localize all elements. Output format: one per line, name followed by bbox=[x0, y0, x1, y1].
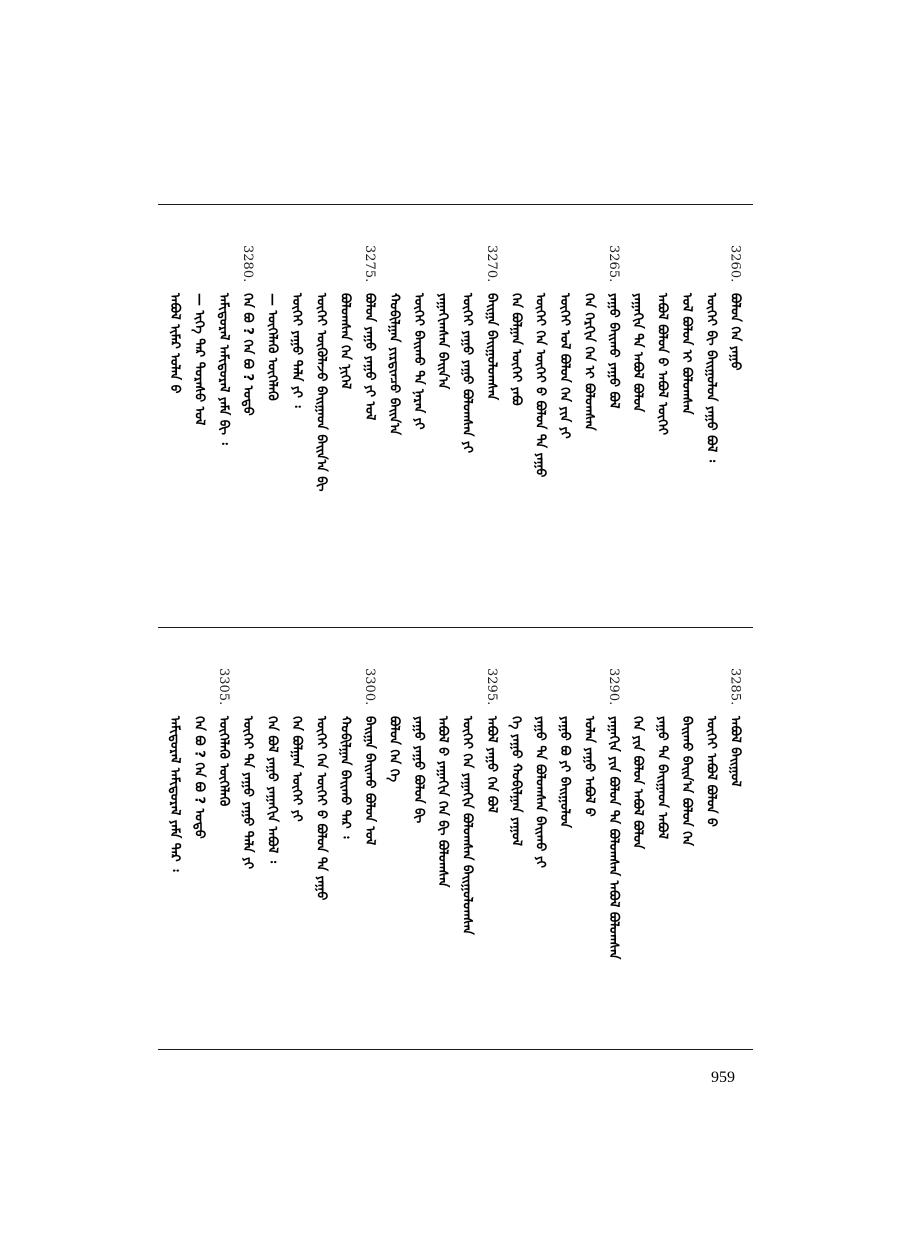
column-text: — ᠢᠬᠡ ᠲᠡᠷ ᠳᠤᠷᠠᠰᠤ ᠤᠯ bbox=[191, 293, 207, 426]
column-text: ᠤᠯᠠᠨ ᠶᠠᠭᠤ ᠠᠪᠤᠯ ᠪ bbox=[581, 716, 597, 817]
text-column bbox=[724, 628, 746, 1048]
text-column bbox=[456, 628, 478, 1048]
column-text: ᠪᠣᠯᠤᠨ ᠬᠡᠨ ᠶᠠᠭᠤ bbox=[727, 293, 743, 371]
column-text: ᠬᠡ ᠶᠠᠭᠤ ᠬᠣᠪᠢᠯᠭᠠᠨ ᠶᠠᠭᠤᠯ bbox=[508, 716, 524, 846]
text-column bbox=[261, 628, 283, 1048]
column-text: ᠦᠭᠡᠢ ᠦᠭᠦᠯᠡᠵᠦ ᠪᠠᠢᠭᠠᠳ ᠪᠠᠢᠨ᠎ᠠ ᠪᠢ bbox=[313, 293, 329, 492]
text-column bbox=[504, 628, 526, 1048]
text-column bbox=[285, 628, 307, 1048]
text-column bbox=[626, 205, 648, 626]
text-column bbox=[699, 628, 721, 1048]
column-text: ᠠᠪᠤᠯ ᠪᠣᠯᠤᠨ ᠪ ᠠᠪᠤᠯ ᠦᠭᠡᠢ bbox=[654, 293, 670, 436]
column-text: ᠪᠣᠯᠣᠭᠰᠠᠨ ᠬᠡᠨ ᠨᠢᠭᠡᠯ bbox=[337, 293, 353, 390]
column-text: ᠪᠠᠢᠬᠤ ᠪᠠᠢᠨ᠎ᠠ ᠪᠣᠯᠤᠨ ᠬᠡᠨ bbox=[678, 716, 694, 846]
line-number: 3275. bbox=[362, 245, 377, 283]
column-text: ᠪᠠᠢᠭᠠ ᠪᠠᠢᠭᠤᠯᠤᠭᠰᠠᠨ bbox=[483, 293, 499, 401]
column-text: ᠠᠪᠤᠯ ᠪᠠᠢᠭᠤᠯ bbox=[727, 716, 743, 787]
column-text: ᠠᠪᠤᠯ ᠶᠠᠭᠤ ᠬᠡᠨ ᠪᠣᠯ bbox=[483, 716, 499, 814]
text-column bbox=[724, 205, 746, 626]
line-number: 3260. bbox=[727, 245, 743, 283]
column-text: ᠦᠭᠡᠢ ᠬᠡᠨ ᠦᠭᠡᠢ ᠪ ᠪᠣᠯᠣᠨ ᠲᠠ ᠶᠠᠭᠤ bbox=[313, 716, 329, 901]
text-column bbox=[626, 628, 648, 1048]
column-text: ᠬᠡᠨ ᠪᠣᠯᠭᠠᠨ ᠦᠭᠡᠢ ᠶᠢ bbox=[288, 716, 304, 822]
column-text: ᠬᠡᠨ ᠶᠢᠨ ᠪᠣᠯᠤᠨ ᠠᠪᠤᠯ ᠪᠣᠯᠣᠨ bbox=[630, 716, 646, 850]
column-text: ᠬᠡᠨ ᠪᠣᠯ ᠶᠠᠭᠤ ᠶᠠᠭᠠᠬᠢᠨ ᠠᠪᠤᠯ ᠄ bbox=[264, 716, 280, 864]
line-number: 3270. bbox=[483, 245, 499, 283]
text-column bbox=[358, 628, 380, 1048]
upper-text-block bbox=[158, 205, 753, 626]
line-number: 3290. bbox=[605, 668, 621, 706]
line-number: 3285. bbox=[727, 668, 743, 706]
text-column bbox=[456, 205, 478, 626]
column-text: ᠶᠠᠭᠤ ᠲᠠ ᠪᠣᠯᠣᠭᠰᠠᠨ ᠪᠠᠢᠬᠤ ᠶᠢ bbox=[532, 716, 548, 868]
column-text: ᠠᠪᠤᠯ ᠢᠮᠠᠷ ᠤᠯᠠᠨ ᠪ bbox=[167, 293, 182, 394]
column-text: ᠠᠮᠢᠳᠤᠷᠠᠯ ᠠᠮᠢᠳᠤᠷᠠᠯ ᠶᠠᠮᠠ ᠲᠡᠷ ᠄ bbox=[167, 716, 182, 872]
column-text: ᠦᠭᠡᠢ ᠠᠪᠤᠯ ᠪᠣᠯᠤᠨ ᠪ bbox=[703, 716, 719, 827]
text-column bbox=[236, 628, 258, 1048]
column-text: ᠦᠭᠡᠢ ᠪᠠᠢᠬᠤ ᠲᠠ ᠨᠠᠷᠠᠨ ᠶᠢ bbox=[410, 293, 426, 430]
column-text: ᠶᠠᠭᠠᠬᠢᠨ ᠲᠠ ᠠᠪᠤᠯ ᠪᠣᠯᠤᠨ bbox=[630, 293, 646, 413]
column-text: ᠪᠠᠢᠭᠠ ᠪᠠᠢᠬᠤ ᠪᠣᠯᠤᠨ ᠣᠯ bbox=[362, 716, 377, 846]
text-column bbox=[553, 628, 575, 1048]
bottom-rule bbox=[158, 1049, 753, 1050]
text-column bbox=[212, 205, 234, 626]
text-column bbox=[309, 205, 331, 626]
column-text: ᠶᠠᠭᠤ ᠪᠠᠢᠬᠤ ᠶᠠᠭᠤ ᠪᠣᠯ bbox=[605, 293, 621, 409]
line-number: 3305. bbox=[215, 668, 231, 706]
column-text: ᠬᠡᠨ ᠬᠡᠷᠬᠢᠨ ᠬᠡᠨ ᠢ ᠪᠣᠯᠣᠭᠰᠠᠨ bbox=[581, 293, 597, 431]
line-number: 3265. bbox=[605, 245, 621, 283]
column-text: ᠬᠡᠨ ᠪᠤ ? ᠬᠡᠨ ᠪᠤ ? ᠣᠳᠣ bbox=[191, 716, 207, 839]
column-text: ᠬᠣᠪᠢᠯᠭᠠᠨ ᠶᠢᠷᠲᠢᠨᠴᠦ ᠪᠠᠢᠨ᠎ᠠ bbox=[386, 293, 402, 436]
text-column bbox=[480, 205, 502, 626]
column-text: ᠪᠣᠯᠤᠨ ᠬᠡᠨ ᠬᠡ bbox=[386, 716, 402, 782]
column-text: — ᠦᠬᠡᠯᠡᠭᠦ ᠦᠬᠡᠯᠡᠭᠦ bbox=[264, 293, 280, 401]
text-column bbox=[236, 205, 258, 626]
line-number: 3300. bbox=[362, 668, 377, 706]
line-number: 3295. bbox=[483, 668, 499, 706]
text-column bbox=[651, 205, 673, 626]
text-column bbox=[334, 628, 356, 1048]
text-column bbox=[163, 205, 185, 626]
column-text: ᠬᠡᠨ ᠪᠤ ? ᠬᠡᠨ ᠪᠤ ? ᠣᠳᠣ bbox=[240, 293, 256, 416]
text-column bbox=[431, 205, 453, 626]
column-text: ᠤᠯ ᠪᠣᠯᠤᠨ ᠢ ᠪᠣᠯᠣᠭᠰᠠᠨ bbox=[678, 293, 694, 415]
text-column bbox=[358, 205, 380, 626]
line-number: 3280. bbox=[240, 245, 256, 283]
text-column bbox=[407, 628, 429, 1048]
text-column bbox=[187, 628, 209, 1048]
text-column bbox=[309, 628, 331, 1048]
text-column bbox=[504, 205, 526, 626]
text-column bbox=[577, 628, 599, 1048]
text-column bbox=[382, 205, 404, 626]
text-column bbox=[480, 628, 502, 1048]
text-column bbox=[163, 628, 185, 1048]
text-column bbox=[212, 628, 234, 1048]
text-column bbox=[602, 205, 624, 626]
column-text: ᠶᠠᠭᠤ ᠪᠣ ᠶᠢ ᠪᠠᠢᠭᠤᠯᠤᠨ bbox=[557, 716, 572, 828]
text-column bbox=[407, 205, 429, 626]
text-column bbox=[651, 628, 673, 1048]
text-column bbox=[675, 628, 697, 1048]
page-number: 959 bbox=[711, 1069, 735, 1086]
text-column bbox=[553, 205, 575, 626]
text-column bbox=[261, 205, 283, 626]
text-column bbox=[675, 205, 697, 626]
column-text: ᠦᠭᠡᠢ ᠤᠯ ᠪᠣᠯᠤᠨ ᠬᠡᠨ ᠶᠢᠨ ᠶᠢ bbox=[557, 293, 572, 439]
lower-text-block bbox=[158, 628, 753, 1048]
column-text: ᠦᠭᠡᠢ ᠪᠢ ᠪᠠᠢᠭᠤᠯᠤᠨ ᠶᠠᠭᠤ ᠪᠣᠯ ᠄ bbox=[703, 293, 719, 463]
text-column bbox=[529, 205, 551, 626]
column-text: ᠠᠪᠤᠯ ᠪ ᠶᠠᠭᠠᠬᠢᠨ ᠬᠡᠨ ᠪᠢ ᠪᠣᠯᠣᠭᠰᠠᠨ bbox=[435, 716, 451, 888]
text-column bbox=[334, 205, 356, 626]
column-text: ᠪᠣᠯᠤᠨ ᠶᠠᠭᠤ ᠶᠠᠭᠤ ᠶᠢ ᠤᠯ bbox=[362, 293, 377, 421]
text-column bbox=[602, 628, 624, 1048]
text-column bbox=[699, 205, 721, 626]
column-text: ᠬᠣᠪᠢᠯᠭᠠᠨ ᠪᠠᠢᠬᠤ ᠲᠡᠷ ᠄ bbox=[337, 716, 353, 839]
column-text: ᠦᠭᠡᠢ ᠶᠠᠭᠤ ᠲᠠᠯᠠ ᠶᠢ ᠄ bbox=[288, 293, 304, 408]
text-column bbox=[382, 628, 404, 1048]
column-text: ᠦᠭᠡᠢ ᠶᠠᠭᠤ ᠶᠠᠭᠤ ᠪᠣᠯᠣᠭᠰᠠᠨ ᠶᠢ bbox=[459, 293, 475, 453]
column-text: ᠠᠮᠢᠳᠤᠷᠠᠯ ᠠᠮᠢᠳᠤᠷᠠᠯ ᠶᠠᠮᠠ ᠪᠢ ᠄ bbox=[215, 293, 231, 445]
column-text: ᠶᠠᠭᠤ ᠶᠠᠭᠤ ᠪᠣᠯᠤᠨ ᠪᠢ bbox=[410, 716, 426, 824]
column-text: ᠶᠠᠭᠠᠬᠢᠨ ᠶᠢᠨ ᠪᠣᠯᠤᠨ ᠲᠠ ᠪᠣᠯᠣᠭᠰᠠᠨ ᠠᠪᠤᠯ ᠪᠣᠯᠣᠭᠰᠠᠨ bbox=[605, 716, 621, 960]
text-column bbox=[285, 205, 307, 626]
text-column bbox=[431, 628, 453, 1048]
column-text: ᠬᠡᠨ ᠪᠣᠯᠭᠠᠨ ᠦᠭᠡᠢ ᠶᠠᠪᠤ bbox=[508, 293, 524, 406]
column-text: ᠶᠠᠭᠤ ᠲᠠ ᠪᠠᠢᠭᠠᠳ ᠠᠪᠤᠯ bbox=[654, 716, 670, 840]
column-text: ᠦᠬᠡᠯᠡᠭᠦ ᠦᠬᠡᠯᠡᠭᠦ bbox=[215, 716, 231, 807]
text-column bbox=[529, 628, 551, 1048]
column-text: ᠦᠭᠡᠢ ᠬᠡᠨ ᠦᠭᠡᠢ ᠪ ᠪᠣᠯᠣᠨ ᠲᠠ ᠶᠠᠭᠤ bbox=[532, 293, 548, 478]
column-text: ᠶᠠᠭᠠᠬᠢᠭᠰᠠᠨ ᠪᠠᠢᠨ᠎ᠠ bbox=[435, 293, 451, 390]
column-text: ᠦᠭᠡᠢ ᠬᠡᠨ ᠶᠠᠭᠠᠬᠢᠨ ᠪᠣᠯᠣᠭᠰᠠᠨ ᠪᠠᠢᠭᠤᠯᠤᠭᠰᠠᠨ bbox=[459, 716, 475, 935]
text-column bbox=[577, 205, 599, 626]
column-text: ᠦᠭᠡᠢ ᠲᠠ ᠶᠠᠭᠤ ᠶᠠᠭᠤ ᠲᠠᠯᠠ ᠶᠢ bbox=[240, 716, 256, 869]
text-column bbox=[187, 205, 209, 626]
